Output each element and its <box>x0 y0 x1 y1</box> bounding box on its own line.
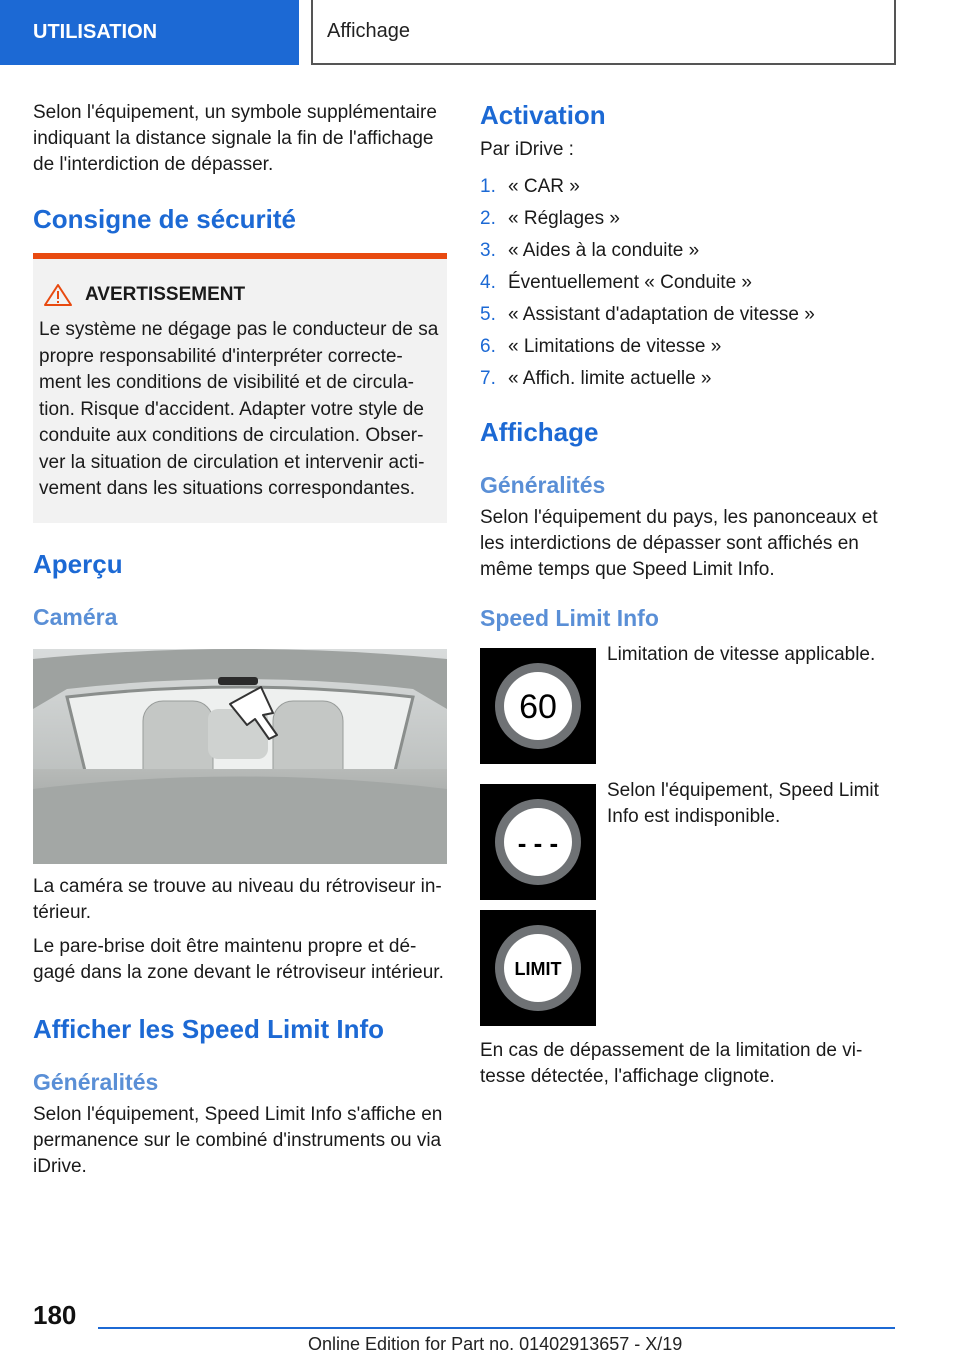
left-general-text: Selon l'équipement, Speed Limit Info s'affiche en permanence sur le combiné d'instruments ou via iDrive. <box>33 1103 443 1177</box>
sign-caption: Limitation de vitesse applicable. <box>607 644 876 665</box>
limit-word: LIMIT <box>514 959 562 979</box>
step-text: « Réglages » <box>508 208 620 229</box>
chapter-title: Affichage <box>327 20 411 42</box>
limit-sign-icon <box>480 910 596 1026</box>
step-item <box>480 331 890 363</box>
sign-caption: Selon l'équipement, Speed Limit Info est indisponible. <box>607 780 879 827</box>
speed-limit-sign-icon <box>480 648 596 764</box>
overview-heading: Aperçu <box>33 548 123 579</box>
sli-heading: Speed Limit Info <box>480 605 659 631</box>
intro-paragraph: Selon l'équipement, un symbole supplémentaire indiquant la distance signale la fin de l'affichage de l'interdiction de dépasser. <box>33 102 437 175</box>
camera-interior-image <box>33 649 447 864</box>
step-text: « CAR » <box>508 176 580 197</box>
activation-heading: Activation <box>480 100 606 130</box>
camera-text-2: Le pare-brise doit être maintenu propre et dé-gagé dans la zone devant le rétroviseur intérieur. <box>33 935 444 983</box>
signs-list <box>480 644 890 1026</box>
speed-value: 60 <box>519 688 557 726</box>
closing-text: En cas de dépassement de la limitation de vi-tesse détectée, l'affichage clignote. <box>480 1040 863 1087</box>
display-heading: Afficher les Speed Limit Info <box>33 1013 385 1044</box>
warning-box <box>33 253 447 523</box>
step-number: 6. <box>480 336 496 357</box>
chapter-title-box <box>311 0 896 65</box>
step-text: Éventuellement « Conduite » <box>508 272 752 293</box>
step-number: 7. <box>480 368 496 389</box>
step-item <box>480 299 890 331</box>
right-general-text: Selon l'équipement du pays, les panonceaux et les interdictions de dépasser sont affichés en même temps que Speed Limit Info. <box>480 507 878 580</box>
warning-title: AVERTISSEMENT <box>85 284 246 305</box>
warning-header <box>43 283 439 307</box>
step-item <box>480 203 890 235</box>
sign-row <box>480 780 890 900</box>
warning-text: Le système ne dégage pas le conducteur de sa propre responsabilité d'interpréter correcte-ment les conditions de visibilité et de circula-tion. Risque d'accident. Adapter votre style de conduite aux conditions de circulation. Obser-ver la situation de circulation et intervenir acti-vement dans les situations correspondantes. <box>39 319 439 499</box>
step-item <box>480 363 890 395</box>
left-column <box>33 100 447 1180</box>
activation-intro: Par iDrive : <box>480 139 574 160</box>
step-item <box>480 171 890 203</box>
step-number: 1. <box>480 176 496 197</box>
edition-text: Online Edition for Part no. 01402913657 - X/19 <box>308 1334 683 1354</box>
step-number: 2. <box>480 208 496 229</box>
affichage-heading: Affichage <box>480 417 599 447</box>
step-item <box>480 267 890 299</box>
safety-heading: Consigne de sécurité <box>33 204 296 234</box>
step-text: « Affich. limite actuelle » <box>508 368 712 389</box>
step-number: 4. <box>480 272 496 293</box>
sign-row <box>480 910 890 1026</box>
step-text: « Aides à la conduite » <box>508 240 700 261</box>
left-general-heading: Généralités <box>33 1068 159 1095</box>
section-tab: UTILISATION <box>0 0 299 65</box>
activation-steps <box>480 171 890 395</box>
right-column <box>480 100 890 1090</box>
step-text: « Limitations de vitesse » <box>508 336 722 357</box>
step-number: 3. <box>480 240 496 261</box>
speed-unavailable-sign-icon <box>480 784 596 900</box>
page-number: 180 <box>33 1300 77 1330</box>
footer-divider <box>98 1327 895 1329</box>
unavailable-symbol: - - - <box>517 828 559 858</box>
camera-text-1: La caméra se trouve au niveau du rétroviseur in-térieur. <box>33 875 442 923</box>
step-item <box>480 235 890 267</box>
warning-triangle-icon <box>43 283 73 307</box>
step-text: « Assistant d'adaptation de vitesse » <box>508 304 815 325</box>
sign-row <box>480 644 890 764</box>
camera-heading: Caméra <box>33 603 118 630</box>
step-number: 5. <box>480 304 496 325</box>
right-general-heading: Généralités <box>480 472 606 498</box>
